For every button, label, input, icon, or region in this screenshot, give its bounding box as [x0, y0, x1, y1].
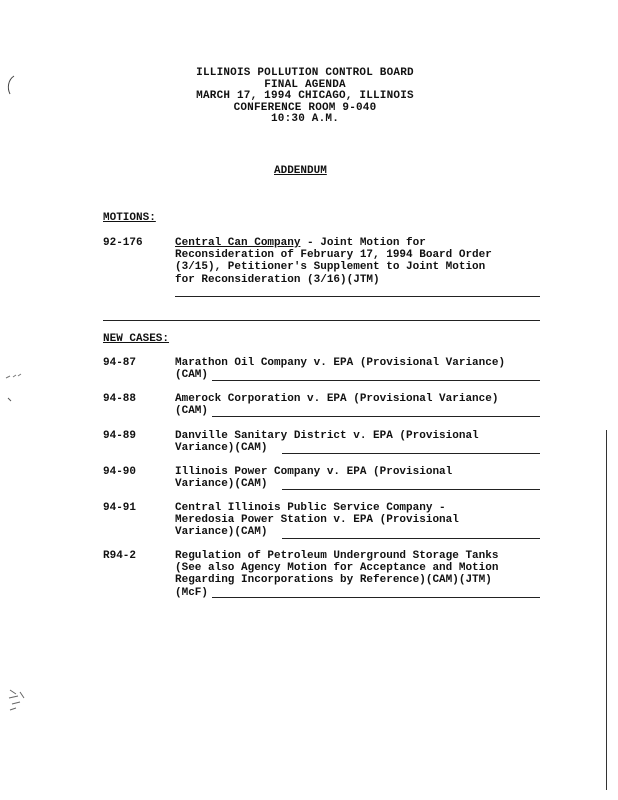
- meeting-room: CONFERENCE ROOM 9-040: [233, 101, 377, 114]
- separator-line: [282, 489, 540, 490]
- party-name: Central Can Company: [175, 237, 301, 249]
- separator-line: [282, 538, 540, 539]
- motions-heading: MOTIONS:: [103, 212, 156, 224]
- separator-line: [212, 597, 540, 598]
- case-description: Danville Sanitary District v. EPA (Provisional Variance)(CAM): [175, 430, 479, 455]
- separator-line: [212, 380, 540, 381]
- case-number: 94-90: [103, 466, 137, 478]
- case-number: R94-2: [103, 550, 137, 562]
- agenda-title: FINAL AGENDA: [264, 78, 346, 91]
- separator-line: [282, 453, 540, 454]
- scan-artifact-mark: [6, 396, 14, 404]
- new-cases-heading: NEW CASES:: [103, 333, 170, 345]
- case-description: Illinois Power Company v. EPA (Provisional Variance)(CAM): [175, 466, 453, 491]
- case-description: Marathon Oil Company v. EPA (Provisional Variance) (CAM): [175, 357, 506, 382]
- addendum-heading: ADDENDUM: [274, 165, 327, 177]
- meeting-time: 10:30 A.M.: [270, 113, 339, 125]
- scan-artifact-mark: [4, 372, 24, 382]
- case-number: 92-176: [103, 237, 143, 249]
- meeting-date-location: MARCH 17, 1994 CHICAGO, ILLINOIS: [196, 90, 414, 102]
- case-description: Amerock Corporation v. EPA (Provisional Variance) (CAM): [175, 393, 499, 418]
- case-number: 94-87: [103, 357, 137, 369]
- motion-text: - Joint Motion for Reconsideration of February 17, 1994 Board Order (3/15), Petitioner's Supplement to Joint Motion for Reconsideration (3/16)(JTM): [175, 237, 492, 286]
- scan-artifact-mark: [6, 686, 30, 716]
- case-number: 94-88: [103, 393, 137, 405]
- agenda-header: [130, 68, 480, 126]
- case-description: Central Illinois Public Service Company - Meredosia Power Station v. EPA (Provisional Variance)(CAM): [175, 502, 459, 539]
- case-number: 94-91: [103, 502, 137, 514]
- scan-edge-line: [606, 430, 607, 790]
- separator-line: [103, 320, 540, 321]
- separator-line: [212, 416, 540, 417]
- scan-artifact-mark: [4, 74, 18, 98]
- board-name: ILLINOIS POLLUTION CONTROL BOARD: [196, 67, 414, 79]
- separator-line: [175, 296, 540, 297]
- case-description: Regulation of Petroleum Underground Storage Tanks (See also Agency Motion for Acceptance and Motion Regarding Incorporations by Reference)(CAM)(JTM) (McF): [175, 550, 499, 599]
- case-number: 94-89: [103, 430, 137, 442]
- case-description: [175, 237, 541, 286]
